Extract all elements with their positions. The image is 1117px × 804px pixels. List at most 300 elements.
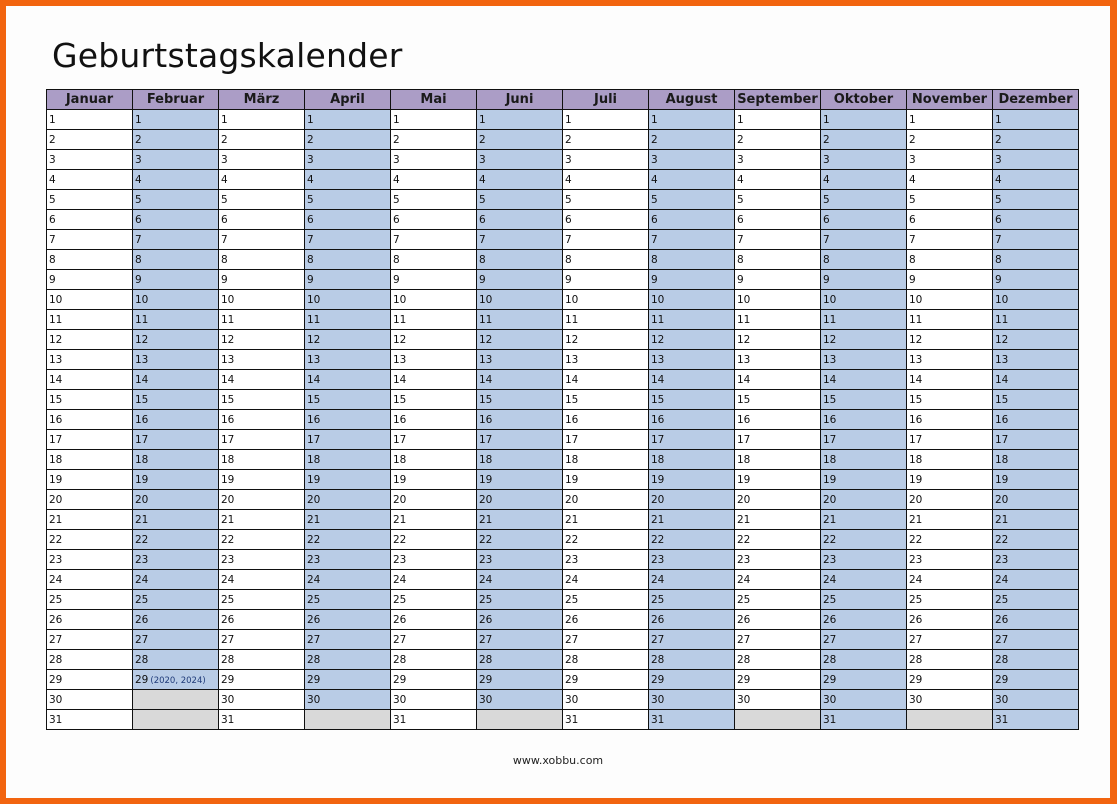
- day-cell[interactable]: 14: [993, 370, 1079, 390]
- day-cell[interactable]: 29: [563, 670, 649, 690]
- day-cell[interactable]: 28: [907, 650, 993, 670]
- day-cell[interactable]: 19: [47, 470, 133, 490]
- day-cell[interactable]: 17: [391, 430, 477, 450]
- day-cell[interactable]: 10: [907, 290, 993, 310]
- day-cell[interactable]: 3: [219, 150, 305, 170]
- day-cell[interactable]: 28: [735, 650, 821, 670]
- day-cell[interactable]: 10: [219, 290, 305, 310]
- day-cell[interactable]: 1: [821, 110, 907, 130]
- day-cell[interactable]: 27: [993, 630, 1079, 650]
- day-cell[interactable]: 20: [47, 490, 133, 510]
- day-cell[interactable]: 12: [993, 330, 1079, 350]
- day-cell[interactable]: 9: [735, 270, 821, 290]
- day-cell[interactable]: 25: [563, 590, 649, 610]
- day-cell[interactable]: 7: [133, 230, 219, 250]
- day-cell[interactable]: 29: [821, 670, 907, 690]
- day-cell[interactable]: 21: [735, 510, 821, 530]
- day-cell[interactable]: 5: [907, 190, 993, 210]
- day-cell[interactable]: 10: [649, 290, 735, 310]
- day-cell[interactable]: 13: [735, 350, 821, 370]
- day-cell[interactable]: 5: [563, 190, 649, 210]
- day-cell[interactable]: 8: [391, 250, 477, 270]
- day-cell[interactable]: 22: [305, 530, 391, 550]
- day-cell[interactable]: 26: [305, 610, 391, 630]
- day-cell[interactable]: 16: [305, 410, 391, 430]
- day-cell[interactable]: 5: [391, 190, 477, 210]
- day-cell[interactable]: 26: [47, 610, 133, 630]
- day-cell[interactable]: 7: [477, 230, 563, 250]
- day-cell[interactable]: 2: [133, 130, 219, 150]
- day-cell[interactable]: 28: [563, 650, 649, 670]
- day-cell[interactable]: 30: [47, 690, 133, 710]
- day-cell[interactable]: 19: [133, 470, 219, 490]
- day-cell[interactable]: 29: [649, 670, 735, 690]
- day-cell[interactable]: 10: [305, 290, 391, 310]
- day-cell[interactable]: 11: [821, 310, 907, 330]
- day-cell[interactable]: 1: [993, 110, 1079, 130]
- day-cell[interactable]: 14: [907, 370, 993, 390]
- day-cell[interactable]: 9: [305, 270, 391, 290]
- day-cell[interactable]: 25: [821, 590, 907, 610]
- day-cell[interactable]: 22: [735, 530, 821, 550]
- day-cell[interactable]: 31: [649, 710, 735, 730]
- day-cell[interactable]: 24: [649, 570, 735, 590]
- day-cell[interactable]: 20: [735, 490, 821, 510]
- day-cell[interactable]: 22: [907, 530, 993, 550]
- day-cell[interactable]: 14: [391, 370, 477, 390]
- day-cell[interactable]: 29: [305, 670, 391, 690]
- day-cell[interactable]: 2: [305, 130, 391, 150]
- day-cell[interactable]: 15: [219, 390, 305, 410]
- day-cell[interactable]: 1: [133, 110, 219, 130]
- day-cell[interactable]: 12: [391, 330, 477, 350]
- day-cell[interactable]: 14: [219, 370, 305, 390]
- day-cell[interactable]: 31: [47, 710, 133, 730]
- day-cell[interactable]: 24: [477, 570, 563, 590]
- day-cell[interactable]: 7: [649, 230, 735, 250]
- day-cell[interactable]: 10: [47, 290, 133, 310]
- day-cell[interactable]: 23: [649, 550, 735, 570]
- day-cell[interactable]: 2: [47, 130, 133, 150]
- day-cell[interactable]: 26: [907, 610, 993, 630]
- day-cell[interactable]: 16: [219, 410, 305, 430]
- day-cell[interactable]: 12: [477, 330, 563, 350]
- day-cell[interactable]: 25: [735, 590, 821, 610]
- day-cell[interactable]: 16: [47, 410, 133, 430]
- day-cell[interactable]: 15: [993, 390, 1079, 410]
- day-cell[interactable]: 30: [477, 690, 563, 710]
- day-cell[interactable]: 17: [133, 430, 219, 450]
- day-cell[interactable]: 14: [133, 370, 219, 390]
- day-cell[interactable]: 19: [821, 470, 907, 490]
- day-cell[interactable]: 4: [563, 170, 649, 190]
- day-cell[interactable]: 22: [477, 530, 563, 550]
- day-cell[interactable]: 29: [993, 670, 1079, 690]
- day-cell[interactable]: 30: [391, 690, 477, 710]
- day-cell[interactable]: 10: [391, 290, 477, 310]
- day-cell[interactable]: 27: [563, 630, 649, 650]
- day-cell[interactable]: 20: [477, 490, 563, 510]
- day-cell[interactable]: 28: [133, 650, 219, 670]
- day-cell[interactable]: 28: [391, 650, 477, 670]
- day-cell[interactable]: 21: [563, 510, 649, 530]
- day-cell[interactable]: 17: [47, 430, 133, 450]
- day-cell[interactable]: 24: [563, 570, 649, 590]
- day-cell[interactable]: 25: [993, 590, 1079, 610]
- day-cell[interactable]: 30: [563, 690, 649, 710]
- day-cell[interactable]: 23: [391, 550, 477, 570]
- day-cell[interactable]: 21: [133, 510, 219, 530]
- day-cell[interactable]: 6: [305, 210, 391, 230]
- day-cell[interactable]: 23: [907, 550, 993, 570]
- day-cell[interactable]: 18: [993, 450, 1079, 470]
- day-cell[interactable]: 23: [305, 550, 391, 570]
- day-cell[interactable]: 3: [735, 150, 821, 170]
- day-cell[interactable]: 2: [477, 130, 563, 150]
- day-cell[interactable]: 22: [219, 530, 305, 550]
- day-cell[interactable]: 17: [477, 430, 563, 450]
- day-cell[interactable]: 3: [563, 150, 649, 170]
- day-cell[interactable]: 5: [993, 190, 1079, 210]
- day-cell[interactable]: 8: [219, 250, 305, 270]
- day-cell[interactable]: 22: [821, 530, 907, 550]
- day-cell[interactable]: 15: [477, 390, 563, 410]
- day-cell[interactable]: 19: [563, 470, 649, 490]
- day-cell[interactable]: 20: [821, 490, 907, 510]
- day-cell[interactable]: 7: [47, 230, 133, 250]
- day-cell[interactable]: 17: [563, 430, 649, 450]
- day-cell[interactable]: 16: [649, 410, 735, 430]
- day-cell[interactable]: 9: [219, 270, 305, 290]
- day-cell[interactable]: 5: [305, 190, 391, 210]
- day-cell[interactable]: 5: [821, 190, 907, 210]
- day-cell[interactable]: 1: [735, 110, 821, 130]
- day-cell[interactable]: 26: [133, 610, 219, 630]
- day-cell[interactable]: 24: [735, 570, 821, 590]
- day-cell[interactable]: 11: [47, 310, 133, 330]
- day-cell[interactable]: 6: [821, 210, 907, 230]
- day-cell[interactable]: 3: [391, 150, 477, 170]
- day-cell[interactable]: 14: [563, 370, 649, 390]
- day-cell[interactable]: 20: [391, 490, 477, 510]
- day-cell[interactable]: 23: [477, 550, 563, 570]
- day-cell[interactable]: 11: [563, 310, 649, 330]
- day-cell[interactable]: 11: [907, 310, 993, 330]
- day-cell[interactable]: 11: [993, 310, 1079, 330]
- day-cell[interactable]: 28: [649, 650, 735, 670]
- day-cell[interactable]: 5: [133, 190, 219, 210]
- day-cell[interactable]: 23: [735, 550, 821, 570]
- day-cell[interactable]: 18: [47, 450, 133, 470]
- day-cell[interactable]: 23: [133, 550, 219, 570]
- day-cell[interactable]: 18: [305, 450, 391, 470]
- day-cell[interactable]: 15: [735, 390, 821, 410]
- day-cell[interactable]: 18: [821, 450, 907, 470]
- day-cell[interactable]: 30: [219, 690, 305, 710]
- day-cell[interactable]: 3: [477, 150, 563, 170]
- day-cell[interactable]: 4: [477, 170, 563, 190]
- day-cell[interactable]: 11: [649, 310, 735, 330]
- day-cell[interactable]: 16: [563, 410, 649, 430]
- day-cell[interactable]: 6: [993, 210, 1079, 230]
- day-cell[interactable]: 12: [821, 330, 907, 350]
- day-cell[interactable]: 20: [993, 490, 1079, 510]
- day-cell[interactable]: 4: [993, 170, 1079, 190]
- day-cell[interactable]: 27: [477, 630, 563, 650]
- day-cell[interactable]: 15: [821, 390, 907, 410]
- day-cell[interactable]: 8: [993, 250, 1079, 270]
- day-cell[interactable]: 13: [907, 350, 993, 370]
- day-cell[interactable]: 5: [477, 190, 563, 210]
- day-cell[interactable]: 11: [477, 310, 563, 330]
- day-cell[interactable]: 1: [477, 110, 563, 130]
- day-cell[interactable]: 13: [821, 350, 907, 370]
- day-cell[interactable]: 16: [133, 410, 219, 430]
- day-cell[interactable]: 14: [47, 370, 133, 390]
- day-cell[interactable]: 22: [133, 530, 219, 550]
- day-cell[interactable]: 9: [563, 270, 649, 290]
- day-cell[interactable]: 6: [735, 210, 821, 230]
- day-cell[interactable]: 9: [993, 270, 1079, 290]
- day-cell[interactable]: 3: [993, 150, 1079, 170]
- day-cell[interactable]: 4: [47, 170, 133, 190]
- day-cell[interactable]: 10: [821, 290, 907, 310]
- day-cell[interactable]: 7: [907, 230, 993, 250]
- day-cell[interactable]: 13: [477, 350, 563, 370]
- day-cell[interactable]: 7: [219, 230, 305, 250]
- day-cell[interactable]: 27: [391, 630, 477, 650]
- day-cell[interactable]: 1: [391, 110, 477, 130]
- day-cell[interactable]: 6: [907, 210, 993, 230]
- day-cell[interactable]: 25: [47, 590, 133, 610]
- day-cell[interactable]: 19: [735, 470, 821, 490]
- day-cell[interactable]: 23: [47, 550, 133, 570]
- day-cell[interactable]: 9: [133, 270, 219, 290]
- day-cell[interactable]: 17: [305, 430, 391, 450]
- day-cell[interactable]: 14: [477, 370, 563, 390]
- day-cell[interactable]: 27: [133, 630, 219, 650]
- day-cell[interactable]: 21: [219, 510, 305, 530]
- day-cell[interactable]: 9: [47, 270, 133, 290]
- day-cell[interactable]: 3: [47, 150, 133, 170]
- day-cell[interactable]: 31: [993, 710, 1079, 730]
- day-cell[interactable]: 2: [821, 130, 907, 150]
- day-cell[interactable]: 26: [649, 610, 735, 630]
- day-cell[interactable]: 30: [821, 690, 907, 710]
- day-cell[interactable]: 26: [821, 610, 907, 630]
- day-cell[interactable]: 2: [563, 130, 649, 150]
- day-cell[interactable]: 1: [563, 110, 649, 130]
- day-cell[interactable]: 16: [477, 410, 563, 430]
- day-cell[interactable]: 17: [993, 430, 1079, 450]
- day-cell[interactable]: 19: [477, 470, 563, 490]
- day-cell[interactable]: 3: [133, 150, 219, 170]
- day-cell[interactable]: 20: [563, 490, 649, 510]
- day-cell[interactable]: 30: [735, 690, 821, 710]
- day-cell[interactable]: 13: [391, 350, 477, 370]
- day-cell[interactable]: 19: [391, 470, 477, 490]
- day-cell[interactable]: 27: [305, 630, 391, 650]
- day-cell[interactable]: 13: [133, 350, 219, 370]
- day-cell[interactable]: 29: [907, 670, 993, 690]
- day-cell[interactable]: 8: [305, 250, 391, 270]
- day-cell[interactable]: 8: [735, 250, 821, 270]
- day-cell[interactable]: 5: [649, 190, 735, 210]
- day-cell[interactable]: 10: [993, 290, 1079, 310]
- day-cell[interactable]: 1: [649, 110, 735, 130]
- day-cell[interactable]: 29: [219, 670, 305, 690]
- day-cell[interactable]: 12: [649, 330, 735, 350]
- day-cell[interactable]: 15: [907, 390, 993, 410]
- day-cell[interactable]: 4: [821, 170, 907, 190]
- day-cell[interactable]: 14: [735, 370, 821, 390]
- day-cell[interactable]: 4: [391, 170, 477, 190]
- day-cell[interactable]: 23: [219, 550, 305, 570]
- day-cell[interactable]: 31: [563, 710, 649, 730]
- day-cell[interactable]: 21: [305, 510, 391, 530]
- day-cell[interactable]: 27: [649, 630, 735, 650]
- day-cell[interactable]: 26: [735, 610, 821, 630]
- day-cell[interactable]: 10: [477, 290, 563, 310]
- day-cell[interactable]: 3: [649, 150, 735, 170]
- day-cell[interactable]: 28: [47, 650, 133, 670]
- day-cell[interactable]: 11: [305, 310, 391, 330]
- day-cell[interactable]: 12: [219, 330, 305, 350]
- day-cell[interactable]: 6: [133, 210, 219, 230]
- day-cell[interactable]: 15: [563, 390, 649, 410]
- day-cell[interactable]: 22: [993, 530, 1079, 550]
- day-cell[interactable]: 15: [133, 390, 219, 410]
- day-cell[interactable]: 2: [735, 130, 821, 150]
- day-cell[interactable]: 30: [907, 690, 993, 710]
- day-cell[interactable]: 30: [649, 690, 735, 710]
- day-cell[interactable]: 7: [305, 230, 391, 250]
- day-cell[interactable]: 1: [907, 110, 993, 130]
- day-cell[interactable]: 31: [821, 710, 907, 730]
- day-cell[interactable]: 21: [477, 510, 563, 530]
- day-cell[interactable]: 4: [907, 170, 993, 190]
- day-cell[interactable]: 18: [907, 450, 993, 470]
- day-cell[interactable]: 13: [305, 350, 391, 370]
- day-cell[interactable]: 4: [649, 170, 735, 190]
- day-cell[interactable]: 12: [735, 330, 821, 350]
- day-cell[interactable]: 16: [907, 410, 993, 430]
- day-cell[interactable]: 23: [821, 550, 907, 570]
- day-cell[interactable]: 24: [993, 570, 1079, 590]
- day-cell[interactable]: 21: [47, 510, 133, 530]
- day-cell[interactable]: 26: [391, 610, 477, 630]
- day-cell[interactable]: 3: [907, 150, 993, 170]
- day-cell[interactable]: 26: [219, 610, 305, 630]
- day-cell[interactable]: 9: [821, 270, 907, 290]
- day-cell[interactable]: 12: [563, 330, 649, 350]
- day-cell[interactable]: 15: [305, 390, 391, 410]
- day-cell[interactable]: 7: [391, 230, 477, 250]
- day-cell[interactable]: 2: [391, 130, 477, 150]
- day-cell[interactable]: 1: [305, 110, 391, 130]
- day-cell[interactable]: 29: [391, 670, 477, 690]
- day-cell[interactable]: 29 (2020, 2024): [133, 670, 219, 690]
- day-cell[interactable]: 26: [993, 610, 1079, 630]
- day-cell[interactable]: 12: [133, 330, 219, 350]
- day-cell[interactable]: 8: [821, 250, 907, 270]
- day-cell[interactable]: 20: [305, 490, 391, 510]
- day-cell[interactable]: 23: [993, 550, 1079, 570]
- day-cell[interactable]: 15: [391, 390, 477, 410]
- day-cell[interactable]: 29: [735, 670, 821, 690]
- day-cell[interactable]: 10: [133, 290, 219, 310]
- day-cell[interactable]: 4: [219, 170, 305, 190]
- day-cell[interactable]: 8: [47, 250, 133, 270]
- day-cell[interactable]: 21: [391, 510, 477, 530]
- day-cell[interactable]: 22: [649, 530, 735, 550]
- day-cell[interactable]: 15: [47, 390, 133, 410]
- day-cell[interactable]: 27: [735, 630, 821, 650]
- day-cell[interactable]: 19: [907, 470, 993, 490]
- day-cell[interactable]: 27: [219, 630, 305, 650]
- day-cell[interactable]: 15: [649, 390, 735, 410]
- day-cell[interactable]: 6: [563, 210, 649, 230]
- day-cell[interactable]: 4: [133, 170, 219, 190]
- day-cell[interactable]: 6: [219, 210, 305, 230]
- day-cell[interactable]: 24: [391, 570, 477, 590]
- day-cell[interactable]: 21: [993, 510, 1079, 530]
- day-cell[interactable]: 13: [993, 350, 1079, 370]
- day-cell[interactable]: 27: [47, 630, 133, 650]
- day-cell[interactable]: 11: [391, 310, 477, 330]
- day-cell[interactable]: 16: [993, 410, 1079, 430]
- day-cell[interactable]: 2: [219, 130, 305, 150]
- day-cell[interactable]: 8: [649, 250, 735, 270]
- day-cell[interactable]: 6: [477, 210, 563, 230]
- day-cell[interactable]: 12: [47, 330, 133, 350]
- day-cell[interactable]: 14: [821, 370, 907, 390]
- day-cell[interactable]: 13: [219, 350, 305, 370]
- day-cell[interactable]: 3: [821, 150, 907, 170]
- day-cell[interactable]: 4: [735, 170, 821, 190]
- day-cell[interactable]: 25: [649, 590, 735, 610]
- day-cell[interactable]: 24: [907, 570, 993, 590]
- day-cell[interactable]: 5: [735, 190, 821, 210]
- day-cell[interactable]: 7: [563, 230, 649, 250]
- day-cell[interactable]: 28: [477, 650, 563, 670]
- day-cell[interactable]: 18: [391, 450, 477, 470]
- day-cell[interactable]: 25: [219, 590, 305, 610]
- day-cell[interactable]: 20: [649, 490, 735, 510]
- day-cell[interactable]: 2: [649, 130, 735, 150]
- day-cell[interactable]: 21: [649, 510, 735, 530]
- day-cell[interactable]: 8: [907, 250, 993, 270]
- day-cell[interactable]: 10: [563, 290, 649, 310]
- day-cell[interactable]: 18: [477, 450, 563, 470]
- day-cell[interactable]: 19: [305, 470, 391, 490]
- day-cell[interactable]: 18: [735, 450, 821, 470]
- day-cell[interactable]: 21: [821, 510, 907, 530]
- day-cell[interactable]: 8: [563, 250, 649, 270]
- day-cell[interactable]: 20: [133, 490, 219, 510]
- day-cell[interactable]: 11: [219, 310, 305, 330]
- day-cell[interactable]: 2: [993, 130, 1079, 150]
- day-cell[interactable]: 6: [47, 210, 133, 230]
- day-cell[interactable]: 7: [993, 230, 1079, 250]
- day-cell[interactable]: 27: [821, 630, 907, 650]
- day-cell[interactable]: 9: [649, 270, 735, 290]
- day-cell[interactable]: 30: [305, 690, 391, 710]
- day-cell[interactable]: 9: [907, 270, 993, 290]
- day-cell[interactable]: 27: [907, 630, 993, 650]
- day-cell[interactable]: 22: [563, 530, 649, 550]
- day-cell[interactable]: 12: [305, 330, 391, 350]
